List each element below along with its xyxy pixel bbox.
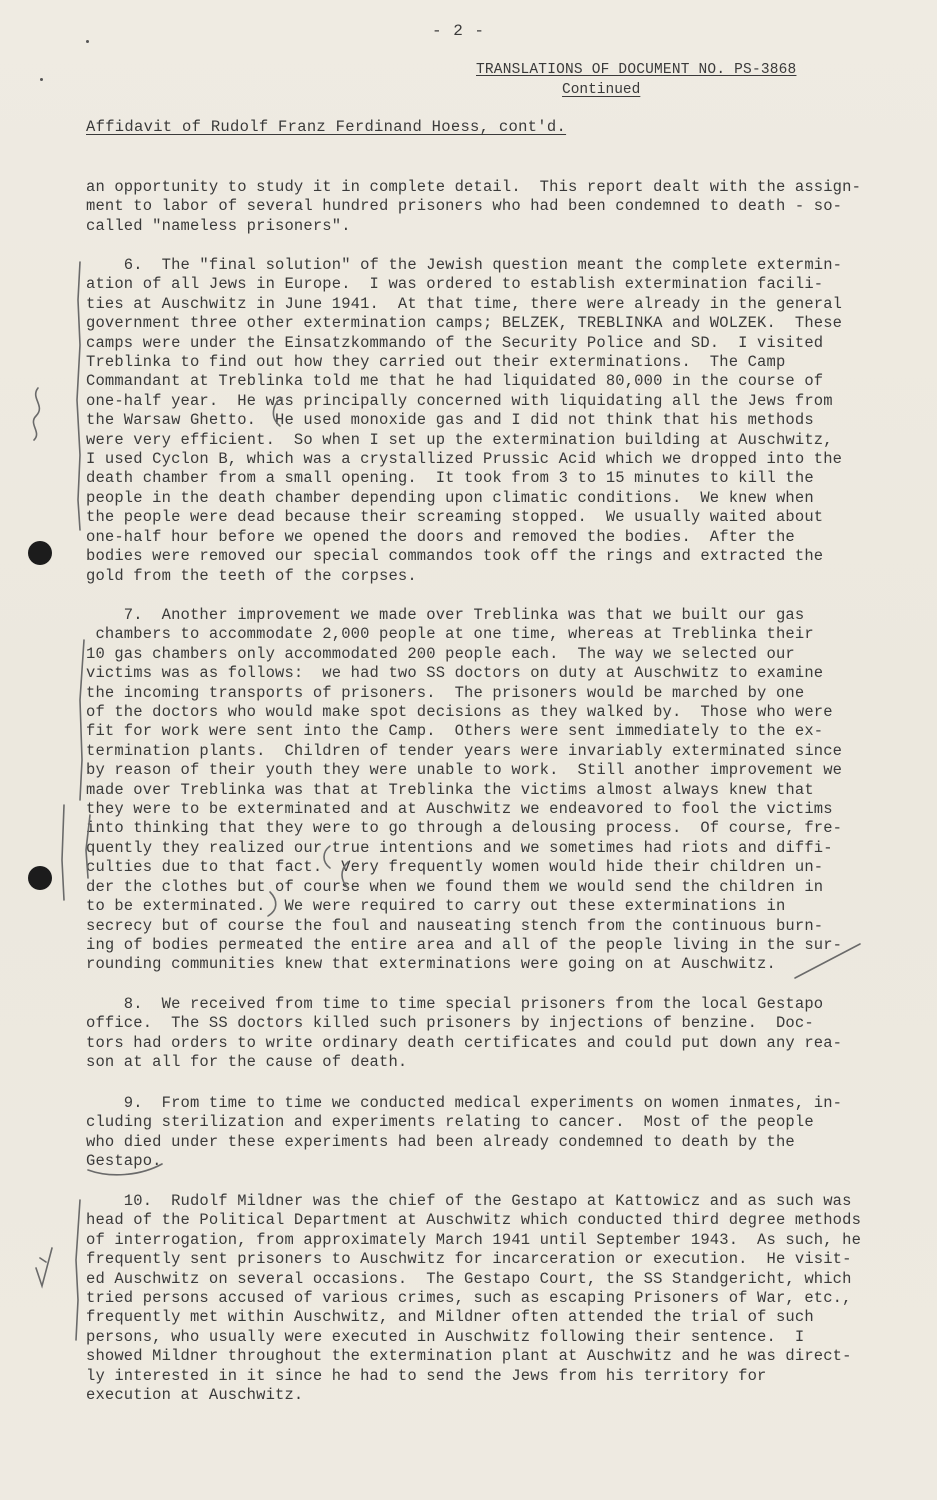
text-line: the people were dead because their screaming stopped. We usually waited about — [86, 508, 824, 527]
inline-bracket-very — [342, 862, 348, 888]
text-line: gold from the teeth of the corpses. — [86, 566, 417, 585]
margin-bracket-paragraph-10 — [76, 1200, 80, 1340]
text-line: rounding communities knew that exterminations were going on at Auschwitz. — [86, 955, 776, 974]
text-line: office. The SS doctors killed such prisoners by injections of benzine. Doc- — [86, 1014, 814, 1033]
inline-bracket-he-was — [273, 398, 282, 426]
text-line: who died under these experiments had been already condemned to death by the — [86, 1132, 795, 1151]
text-line: ing of bodies permeated the entire area and all of the people living in the sur- — [86, 935, 843, 954]
text-line: victims was as follows: we had two SS doctors on duty at Auschwitz to examine — [86, 664, 824, 683]
text-line: bodies were removed our special commandos took off the rings and extracted the — [86, 547, 824, 566]
page-number: - 2 - — [432, 22, 486, 40]
affidavit-title: Affidavit of Rudolf Franz Ferdinand Hoess, cont'd. — [86, 118, 567, 136]
text-line: government three other extermination camps; BELZEK, TREBLINKA and WOLZEK. These — [86, 314, 843, 333]
text-line: termination plants. Children of tender years were invariably exterminated since — [86, 741, 843, 760]
text-line: quently they realized our true intentions and we sometimes had riots and diffi- — [86, 838, 833, 857]
margin-squiggle-mark — [33, 388, 39, 440]
text-line: I used Cyclon B, which was a crystallized Prussic Acid which we dropped into the — [86, 450, 843, 469]
text-line: Treblinka to find out how they carried out their exterminations. The Camp — [86, 353, 786, 372]
text-line: frequently sent prisoners to Auschwitz for incarceration or execution. He visit- — [86, 1250, 852, 1269]
text-line: by reason of their youth they were unable to work. Still another improvement we — [86, 761, 843, 780]
text-line: ation of all Jews in Europe. I was ordered to establish extermination facili- — [86, 275, 824, 294]
text-line: called "nameless prisoners". — [86, 216, 351, 235]
text-line: 9. From time to time we conducted medical experiments on women inmates, in- — [86, 1094, 843, 1112]
text-line: 6. The "final solution" of the Jewish question meant the complete extermin- — [86, 256, 843, 274]
text-line: 10 gas chambers only accommodated 200 people each. The way we selected our — [86, 644, 795, 663]
text-line: tried persons accused of various crimes, such as escaping Prisoners of War, etc., — [86, 1289, 852, 1308]
text-line: fit for work were sent into the Camp. Others were sent immediately to the ex- — [86, 722, 824, 741]
text-line: 8. We received from time to time special prisoners from the local Gestapo — [86, 995, 824, 1013]
text-line: the incoming transports of prisoners. The prisoners would be marched by one — [86, 683, 805, 702]
margin-bracket-paragraph-6 — [77, 262, 80, 530]
underline-gestapo — [88, 1164, 162, 1175]
text-line: one-half year. He was principally concerned with liquidating all the Jews from — [86, 391, 833, 410]
text-line: head of the Political Department at Auschwitz which conducted third degree methods — [86, 1211, 862, 1230]
margin-bracket-right — [86, 815, 90, 878]
text-line: 7. Another improvement we made over Treblinka was that we built our gas — [86, 606, 805, 624]
margin-check-paragraph-10 — [36, 1248, 52, 1286]
text-line: ed Auschwitz on several occasions. The Gestapo Court, the SS Standgericht, which — [86, 1269, 852, 1288]
text-line: the Warsaw Ghetto. He used monoxide gas and I did not think that his methods — [86, 411, 814, 430]
text-line: frequently met within Auschwitz, and Mildner often attended the trial of such — [86, 1308, 814, 1327]
margin-bracket-lower — [62, 805, 64, 900]
text-line: were very efficient. So when I set up the extermination building at Auschwitz, — [86, 430, 833, 449]
text-line: tors had orders to write ordinary death certificates and could put down any rea- — [86, 1033, 843, 1052]
inline-bracket-exterminated — [268, 892, 276, 916]
text-line: Commandant at Treblinka told me that he had liquidated 80,000 in the course of — [86, 372, 824, 391]
text-line: of interrogation, from approximately March 1941 until September 1943. As such, he — [86, 1230, 862, 1249]
text-line: son at all for the cause of death. — [86, 1053, 408, 1072]
text-line: Gestapo. — [86, 1152, 162, 1171]
text-line: der the clothes but of course when we found them we would send the children in — [86, 877, 824, 896]
text-line: 10. Rudolf Mildner was the chief of the Gestapo at Kattowicz and as such was — [86, 1192, 852, 1210]
text-line: they were to be exterminated and at Auschwitz we endeavored to fool the victims — [86, 800, 833, 819]
text-line: showed Mildner throughout the extermination plant at Auschwitz and he was direct- — [86, 1347, 852, 1366]
text-line: death chamber from a small opening. It took from 3 to 15 minutes to kill the — [86, 469, 814, 488]
inline-bracket-true — [324, 846, 330, 868]
margin-bracket-paragraph-7 — [80, 640, 84, 800]
text-line: into thinking that they were to go through a delousing process. Of course, fre- — [86, 819, 843, 838]
text-line: execution at Auschwitz. — [86, 1386, 304, 1405]
text-line: an opportunity to study it in complete detail. This report dealt with the assign- — [86, 178, 862, 196]
text-line: camps were under the Einsatzkommando of the Security Police and SD. I visited — [86, 333, 824, 352]
text-line: made over Treblinka was that at Treblinka the victims almost always knew that — [86, 780, 814, 799]
text-line: persons, who usually were executed in Auschwitz following their sentence. I — [86, 1327, 805, 1346]
text-line: people in the death chamber depending upon climatic conditions. We knew when — [86, 488, 814, 507]
continued-label: Continued — [562, 82, 641, 98]
text-line: secrecy but of course the foul and nauseating stench from the continuous burn- — [86, 916, 824, 935]
text-line: to be exterminated. We were required to carry out these exterminations in — [86, 897, 786, 916]
text-line: ties at Auschwitz in June 1941. At that time, there were already in the general — [86, 294, 843, 313]
end-slash-paragraph-7 — [795, 944, 860, 978]
text-line: culties due to that fact. Very frequently women would hide their children un- — [86, 858, 824, 877]
text-line: ment to labor of several hundred prisoners who had been condemned to death - so- — [86, 197, 843, 216]
text-line: ly interested in it since he had to send the Jews from his territory for — [86, 1366, 767, 1385]
document-reference: TRANSLATIONS OF DOCUMENT NO. PS-3868 — [476, 62, 797, 78]
text-line: of the doctors who would make spot decisions as they walked by. Those who were — [86, 703, 833, 722]
text-line: chambers to accommodate 2,000 people at one time, whereas at Treblinka their — [86, 625, 814, 644]
text-line: one-half hour before we opened the doors and removed the bodies. After the — [86, 527, 795, 546]
text-line: cluding sterilization and experiments relating to cancer. Most of the people — [86, 1113, 814, 1132]
